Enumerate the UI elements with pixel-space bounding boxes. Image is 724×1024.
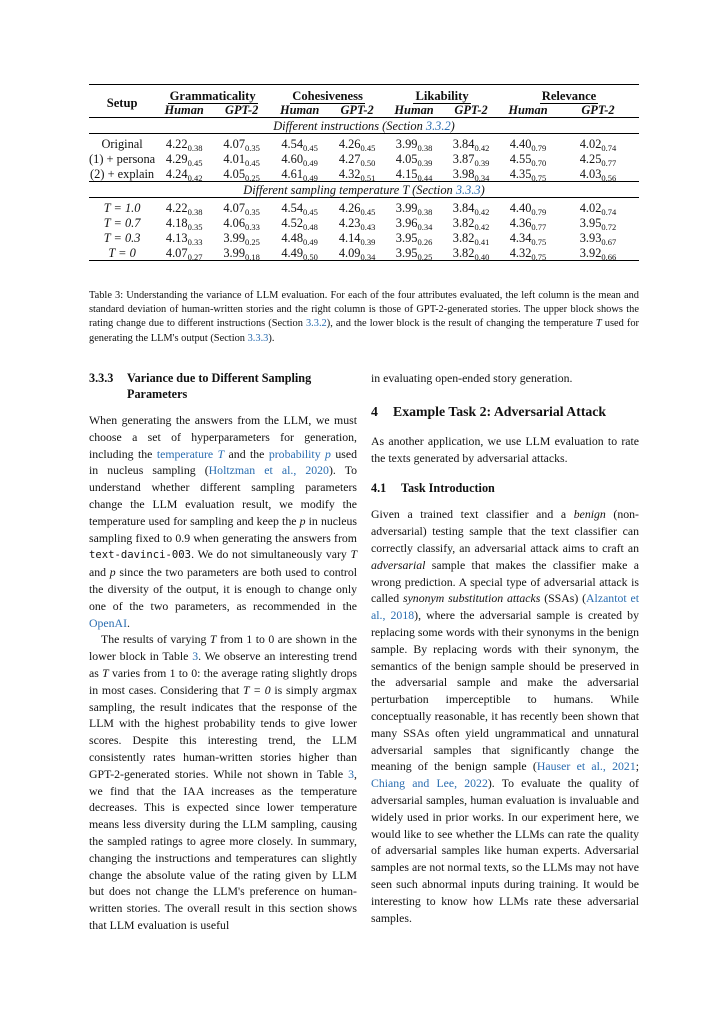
left-column [89,370,357,934]
value-cell: $4.02_{0.74}$ [579,137,617,153]
value-cell: $3.99_{0.25}$ [223,231,260,247]
row-label: T = 1.0 [103,201,141,215]
value-cell: $4.48_{0.49}$ [281,231,318,247]
value-cell: $4.25_{0.77}$ [579,152,617,168]
table-row [89,245,639,261]
value-cell: $4.13_{0.33}$ [165,231,203,247]
paragraph: The results of varying T from 1 to 0 are shown in the lower block in Table 3. We observe an interesting trend as T varies from 1 to 0: the average rating slightly drops in most cases. Considering that T = 0 is simply argmax sampling, the result indicates that the response of the LLM with the highest probability tends to give lower scores. Despite this interesting trend, the LLM consistently rates human-written stories higher than GPT-2-generated stories. While not shown in Table 3, we find that the IAA increases as the temperature decreases. This is expected since lower temperature means less diversity during the LLM sampling, causing the sampled ratings to agree more closely. In summary, changing the instructions and temperatures can slightly change the absolute value of the rating given by LLM but does not change the LLM's preference on human-written stories. The overall result in this section shows that LLM evaluation is useful [89,632,358,932]
openai-link[interactable]: OpenAI [89,615,128,630]
value-cell: $3.95_{0.72}$ [579,216,617,232]
row-label: Original [101,137,143,151]
group-header: Grammaticality [169,89,256,103]
value-cell: $3.99_{0.38}$ [395,137,433,153]
value-cell: $3.87_{0.39}$ [452,152,490,168]
value-cell: $3.82_{0.40}$ [452,246,490,262]
value-cell: $4.32_{0.75}$ [509,246,547,262]
table-caption: Table 3: Understanding the variance of LLM evaluation. For each of the four attributes evaluated, the left column is the mean and standard deviation of human-written stories and the right column is those of GPT-2-generated stories. The upper block shows the rating change due to different instructions (Section 3.3.2), and the lower block is the result of changing the temperature T used for generating the LLM's output (Section 3.3.3). [89,290,639,344]
value-cell: $4.02_{0.74}$ [579,201,617,217]
table-row [89,215,639,230]
value-cell: $4.06_{0.33}$ [223,216,260,232]
value-cell: $3.92_{0.66}$ [579,246,617,262]
value-cell: $4.36_{0.77}$ [509,216,547,232]
value-cell: $3.82_{0.42}$ [452,216,490,232]
value-cell: $3.84_{0.42}$ [452,201,490,217]
value-cell: $4.01_{0.45}$ [223,152,260,168]
citation-link[interactable]: Chiang and Lee, 2022 [371,776,488,791]
row-label: T = 0 [108,246,136,260]
value-cell: $4.34_{0.75}$ [509,231,547,247]
citation-link[interactable]: Alzantot et al., 2018 [371,591,639,623]
value-cell: $4.14_{0.39}$ [338,231,376,247]
sub-header: GPT-2 [454,103,488,117]
sub-header: Human [164,103,204,117]
sub-header: Human [279,103,320,117]
value-cell: $4.54_{0.45}$ [281,137,318,153]
value-cell: $4.24_{0.42}$ [165,167,203,183]
sub-header: GPT-2 [225,103,259,117]
value-cell: $4.03_{0.56}$ [579,167,617,183]
sub-header: Human [508,103,548,117]
value-cell: $4.40_{0.79}$ [509,137,547,153]
right-column [371,370,639,926]
group-header: Likability [415,89,469,103]
group-header: Relevance [541,89,597,103]
table-row [89,166,639,182]
subsection-heading: 3.3.3 Variance due to Different Sampling Parameters [89,371,312,401]
section-link[interactable]: 3.3.3 [455,183,481,197]
value-cell: $3.99_{0.38}$ [395,201,433,217]
value-cell: $4.52_{0.48}$ [281,216,318,232]
value-cell: $4.07_{0.35}$ [223,201,260,217]
paragraph: Given a trained text classifier and a benign (non-adversarial) testing sample that the text classifier can correctly classify, an adversarial attack aims to craft an adversarial sample that makes the classifier make a wrong prediction. A special type of adversarial attack is called synonym substitution attacks (SSAs) (Alzantot et al., 2018), where the adversarial sample is created by replacing some words with their synonyms in the benign sample. By replacing words with their synonym, the semantics of the benign sample should be preserved in the adversarial sample and make the adversarial perturbation imperceptible to humans. While conceptually reasonable, it has recently been shown that many SSAs often yield ungrammatical and unnatural adversarial samples that significantly change the meaning of the benign sample (Hauser et al., 2021; Chiang and Lee, 2022). To evaluate the quality of adversarial samples, human evaluation is invaluable and widely used in prior works. In our experiment here, we would like to see whether the LLMs can rate the quality of adversarial samples like human experts. Adversarial samples are not normal texts, so the LLMs may not have seen such abnormal inputs during training. It would be interesting to know how LLMs rate these adversarial samples. [371,507,639,925]
block-title-row [89,182,639,198]
table-link[interactable]: 3 [192,649,199,664]
section-heading: 4 Example Task 2: Adversarial Attack [371,403,607,419]
value-cell: $4.26_{0.45}$ [338,137,376,153]
block-title: Different sampling temperature T (Section 3.3.3) [243,183,485,197]
value-cell: $4.22_{0.38}$ [165,137,203,153]
value-cell: $4.07_{0.27}$ [165,246,203,262]
citation-link[interactable]: Hauser et al., 2021 [536,759,636,774]
value-cell: $4.49_{0.50}$ [281,246,318,262]
value-cell: $3.99_{0.18}$ [223,246,260,262]
value-cell: $3.84_{0.42}$ [452,137,490,153]
block-title: Different instructions (Section 3.3.2) [273,119,455,133]
table-link[interactable]: 3 [348,766,355,781]
table-body [89,118,639,261]
value-cell: $4.22_{0.38}$ [165,201,203,217]
table-row [89,134,639,152]
row-label: T = 0.7 [103,216,141,230]
value-cell: $4.07_{0.35}$ [223,137,260,153]
row-label: (1) + persona [89,152,156,166]
value-cell: $4.32_{0.51}$ [338,167,376,183]
value-cell: $3.96_{0.34}$ [395,216,433,232]
sub-header: GPT-2 [581,103,615,117]
table-row [89,151,639,166]
temperature-link[interactable]: temperature T [156,446,225,461]
section-link[interactable]: 3.3.2 [425,119,451,133]
value-cell: $3.98_{0.34}$ [452,167,490,183]
value-cell: $4.60_{0.49}$ [281,152,318,168]
value-cell: $4.35_{0.75}$ [509,167,547,183]
table-row [89,230,639,245]
citation-link[interactable]: Holtzman et al., 2020 [208,463,329,478]
value-cell: $4.27_{0.50}$ [338,152,376,168]
value-cell: $4.61_{0.49}$ [281,167,318,183]
value-cell: $4.55_{0.70}$ [509,152,547,168]
subsection-heading: 4.1 Task Introduction [371,481,495,496]
value-cell: $3.93_{0.67}$ [579,231,617,247]
value-cell: $3.82_{0.41}$ [452,231,490,247]
value-cell: $4.29_{0.45}$ [165,152,203,168]
value-cell: $4.40_{0.79}$ [509,201,547,217]
value-cell: $4.15_{0.44}$ [395,167,433,183]
section-link[interactable]: 3.3.3 [247,332,269,344]
paragraph: in evaluating open-ended story generation. [371,371,573,385]
sub-header: Human [394,103,434,117]
table-row [89,198,639,216]
value-cell: $4.26_{0.45}$ [338,201,376,217]
row-label: (2) + explain [90,167,155,181]
value-cell: $4.23_{0.43}$ [338,216,376,232]
value-cell: $4.05_{0.39}$ [395,152,433,168]
value-cell: $4.54_{0.45}$ [281,201,318,217]
group-header: Cohesiveness [292,89,363,103]
paragraph: When generating the answers from the LLM, we must choose a set of hyperparameters for generation, including the temperature T and the probability p used in nucleus sampling (Holtzman et al., 2020). To understand whether different sampling parameters change the LLM evaluation result, we modify the temperature used for sampling and keep the p in nucleus sampling fixed to 0.9 when generating the answers from text-davinci-003. We do not simultaneously vary T and p since the two parameters are both used to control the diversity of the output, it is enough to change only one of the two parameters, as recommended in the OpenAI. [89,413,357,630]
block-title-row [89,118,639,134]
setup-header: Setup [106,96,138,110]
value-cell: $4.09_{0.34}$ [338,246,376,262]
value-cell: $4.18_{0.35}$ [165,216,203,232]
results-table [89,84,639,261]
section-link[interactable]: 3.3.2 [305,318,327,330]
value-cell: $4.05_{0.25}$ [223,167,260,183]
sub-header: GPT-2 [340,103,374,117]
value-cell: $3.95_{0.25}$ [395,246,433,262]
value-cell: $3.95_{0.26}$ [395,231,433,247]
paragraph: As another application, we use LLM evaluation to rate the texts generated by adversarial attacks. [371,433,639,465]
probability-link[interactable]: probability p [268,446,331,461]
row-label: T = 0.3 [103,231,141,245]
